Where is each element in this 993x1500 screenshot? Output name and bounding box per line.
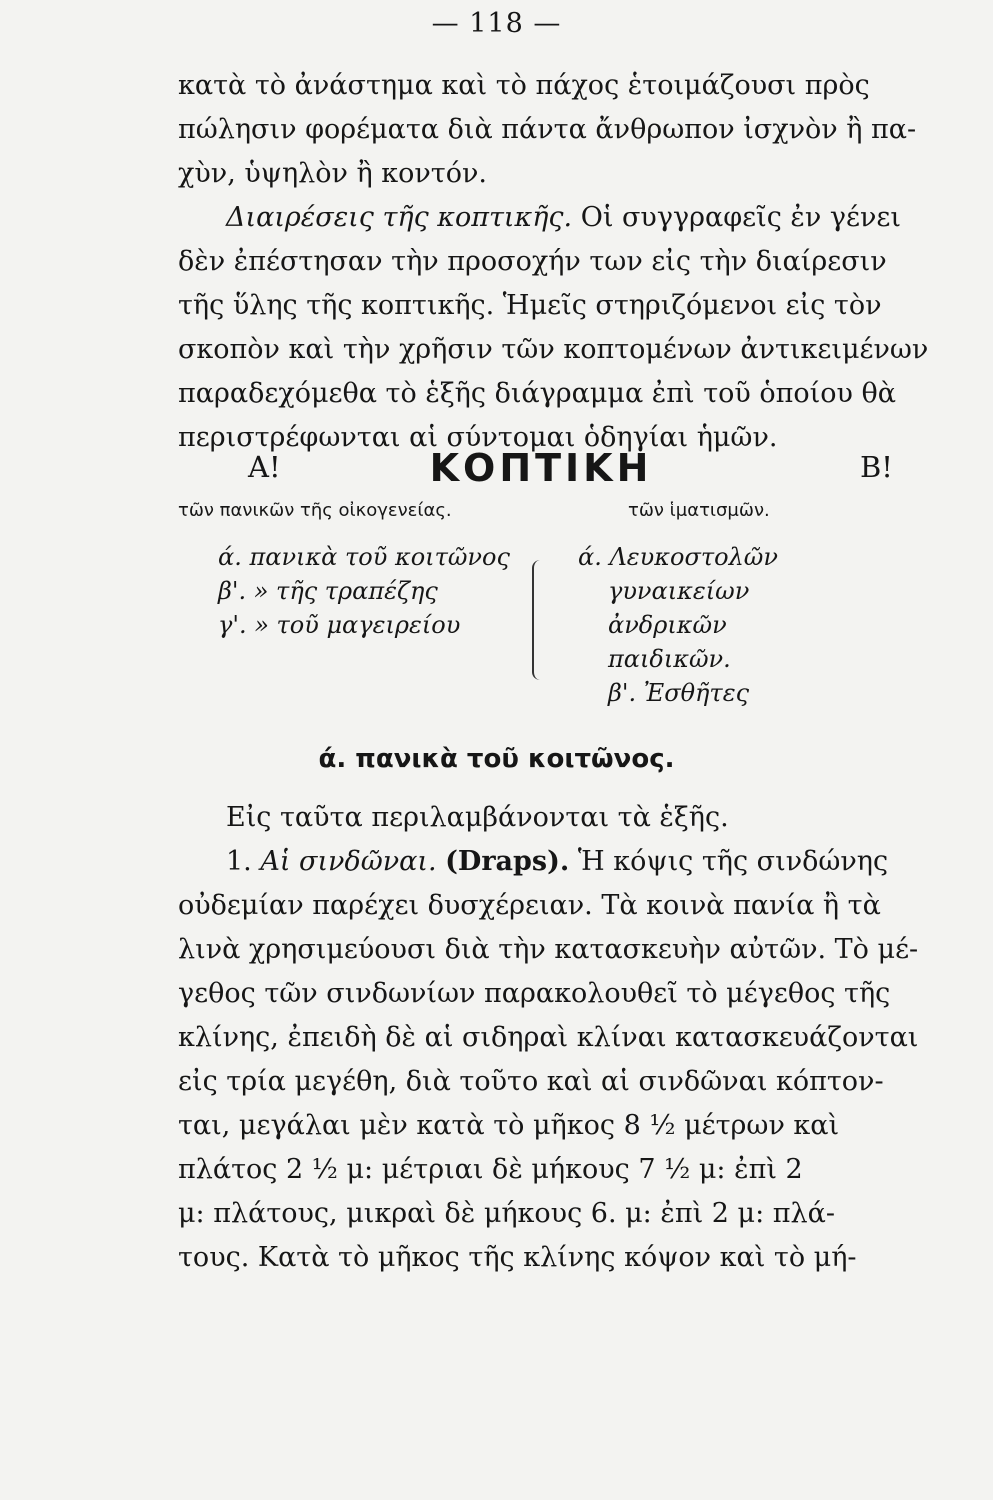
text-line: κλίνης, ἐπειδὴ δὲ αἱ σιδηραὶ κλίναι κατασκευάζονται [178, 1022, 919, 1053]
division-paragraph-start [178, 196, 904, 240]
text-line: χὺν, ὑψηλὸν ἢ κοντόν. [178, 158, 487, 189]
text-line: οὐδεμίαν παρέχει δυσχέρειαν. Τὰ κοινὰ πανία ἢ τὰ [178, 890, 881, 921]
list-item: ά. Λευκοστολῶν [578, 543, 778, 571]
diagram-right-list [578, 540, 878, 710]
item-rest: Ἡ κόψις τῆς σινδώνης [569, 846, 889, 877]
list-item: β'. Ἐσθῆτες [608, 679, 750, 707]
text-line: πλάτος 2 ½ μ: μέτριαι δὲ μήκους 7 ½ μ: ἐπὶ 2 [178, 1154, 803, 1185]
text-line: εἰς τρία μεγέθη, διὰ τοῦτο καὶ αἱ σινδῶναι κόπτον- [178, 1066, 884, 1097]
item-number: 1. [226, 846, 252, 877]
text-line: τους. Κατὰ τὸ μῆκος τῆς κλίνης κόψον καὶ τὸ μή- [178, 1242, 857, 1273]
list-item: β'. » τῆς τραπέζης [218, 577, 438, 605]
division-lead: Διαιρέσεις τῆς κοπτικῆς. [226, 202, 573, 233]
list-item: ἀνδρικῶν [608, 611, 727, 639]
text-line: περιστρέφωνται αἱ σύντομαι ὁδηγίαι ἡμῶν. [178, 422, 778, 453]
text-line: λινὰ χρησιμεύουσι διὰ τὴν κατασκευὴν αὐτῶν. Τὸ μέ- [178, 934, 919, 965]
list-item: ά. πανικὰ τοῦ κοιτῶνος [218, 543, 510, 571]
text-line: τῆς ὕλης τῆς κοπτικῆς. Ἡμεῖς στηριζόμενοι εἰς τὸν [178, 290, 882, 321]
diagram-left-marker: Α! [248, 450, 281, 484]
body-paragraph [178, 796, 919, 1280]
text-line: δὲν ἐπέστησαν τὴν προσοχήν των εἰς τὴν διαίρεσιν [178, 246, 887, 277]
diagram-right-marker: Β! [860, 450, 893, 484]
intro-paragraph [178, 64, 929, 460]
text-line: παραδεχόμεθα τὸ ἑξῆς διάγραμμα ἐπὶ τοῦ ὁποίου θὰ [178, 378, 896, 409]
item-lead: Αἱ σινδῶναι. [260, 846, 437, 877]
text-line: κατὰ τὸ ἀνάστημα καὶ τὸ πάχος ἑτοιμάζουσι πρὸς [178, 70, 870, 101]
item-1-start [178, 840, 904, 884]
diagram-title: ΚΟΠΤΙΚΗ [429, 446, 653, 490]
division-rest: Οἱ συγγραφεῖς ἐν γένει [572, 202, 902, 233]
text-line: πώλησιν φορέματα διὰ πάντα ἄνθρωπον ἰσχνὸν ἢ πα- [178, 114, 917, 145]
diagram-right-heading: τῶν ἱματισμῶν. [628, 500, 770, 521]
text-line: ται, μεγάλαι μὲν κατὰ τὸ μῆκος 8 ½ μέτρων καὶ [178, 1110, 840, 1141]
text-line: σκοπὸν καὶ τὴν χρῆσιν τῶν κοπτομένων ἀντικειμένων [178, 334, 929, 365]
subsection-title: ά. πανικὰ τοῦ κοιτῶνος. [318, 744, 675, 774]
list-item: παιδικῶν. [608, 645, 731, 673]
text-line: μ: πλάτους, μικραὶ δὲ μήκους 6. μ: ἐπὶ 2 μ: πλά- [178, 1198, 835, 1229]
text-line: Εἰς ταῦτα περιλαμβάνονται τὰ ἑξῆς. [226, 802, 729, 833]
text-line: γεθος τῶν σινδωνίων παρακολουθεῖ τὸ μέγεθος τῆς [178, 978, 891, 1009]
item-paren: (Draps). [445, 846, 570, 877]
diagram-left-list [218, 540, 558, 642]
diagram-left-heading: τῶν πανικῶν τῆς οἰκογενείας. [178, 500, 452, 521]
brace-divider [532, 560, 546, 680]
diagram-header [178, 446, 904, 494]
page-number: — 118 — [431, 8, 562, 39]
list-item: γ'. » τοῦ μαγειρείου [218, 611, 461, 639]
list-item: γυναικείων [608, 577, 750, 605]
